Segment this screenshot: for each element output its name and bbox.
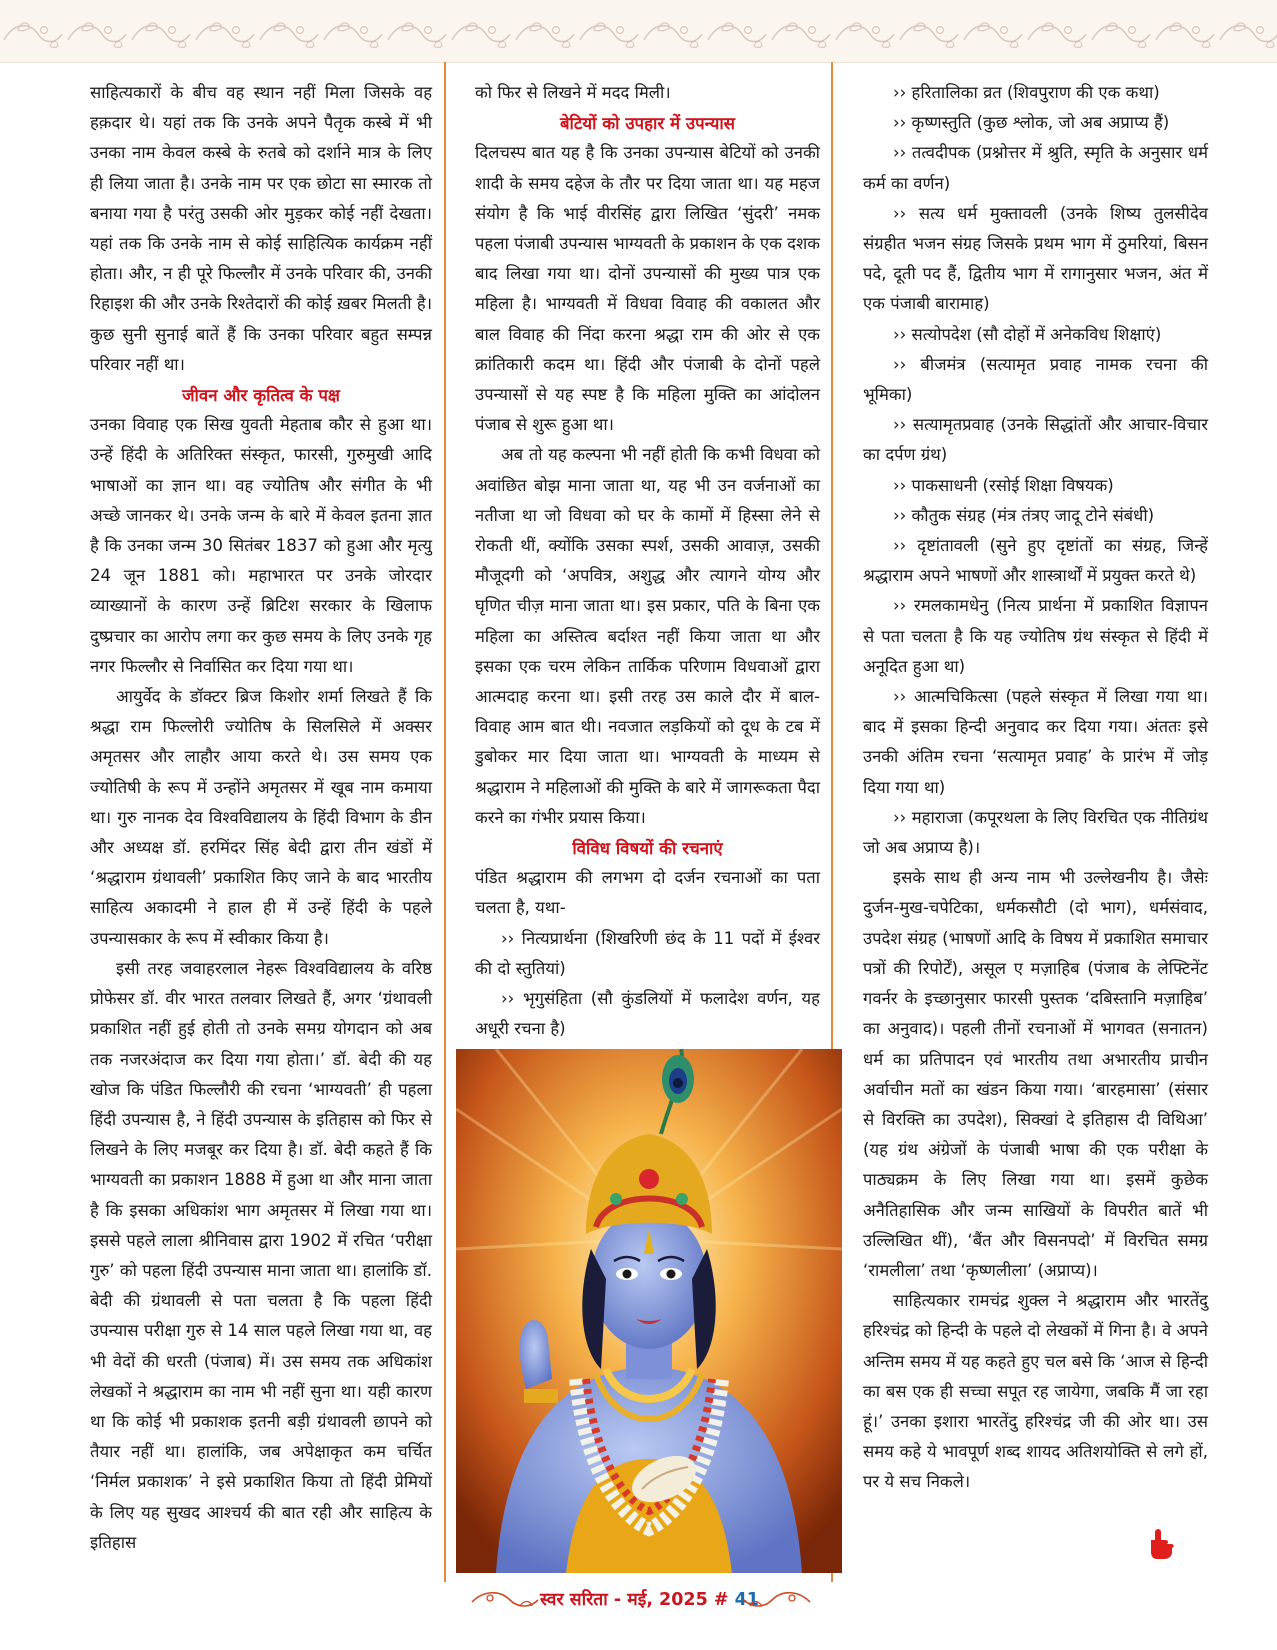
list-item: ›› तत्वदीपक (प्रश्नोत्तर में श्रुति, स्मृति के अनुसार धर्म कर्म का वर्णन) xyxy=(863,143,1208,193)
top-decorative-border xyxy=(0,0,1277,63)
paragraph: पंडित श्रद्धाराम की लगभग दो दर्जन रचनाओं का पता चलता है, यथा- xyxy=(475,868,820,918)
paragraph: दिलचस्प बात यह है कि उनका उपन्यास बेटियों को उनकी शादी के समय दहेज के तौर पर दिया जाता था। यह महज संयोग है कि भाई वीरसिंह द्वारा लिखित ‘सुंदरी’ नमक पहला पंजाबी उपन्यास भाग्यवती के प्रकाशन के एक दशक बाद लिखा गया था। दोनों उपन्यासों की मुख्य पात्र एक महिला है। भाग्यवती में विधवा विवाह की वकालत और बाल विवाह की निंदा करना श्रद्धा राम की ओर से एक क्रांतिकारी कदम था। हिंदी और पंजाबी के दोनों पहले उपन्यासों से यह स्पष्ट है कि महिला मुक्ति का आंदोलन पंजाब से शुरू हुआ था। xyxy=(475,143,820,435)
list-item: ›› रमलकामधेनु (नित्य प्रार्थना में प्रकाशित विज्ञापन से पता चलता है कि यह ज्योतिष ग्रंथ संस्कृत से हिंदी में अनूदित हुआ था) xyxy=(863,596,1208,676)
paragraph: इसके साथ ही अन्य नाम भी उल्लेखनीय है। जैसेः दुर्जन-मुख-चपेटिका, धर्मकसौटी (दो भाग), धर्मसंवाद, उपदेश संग्रह (भाषणों आदि के विषय में प्रकाशित समाचार पत्रों की रिपोर्टें), असूल ए मज़ाहिब (पंजाब के लेफ्टिनेंट गवर्नर के इच्छानुसार फारसी पुस्तक ‘दबिस्तानि मज़ाहिब’ का अनुवाद)। पहली तीनों रचनाओं में भागवत (सनातन) धर्म का प्रतिपादन एवं भारतीय तथा अभारतीय प्राचीन अर्वाचीन मतों का खंडन किया गया। ‘बारहमासा’ (संसार से विरक्ति का उपदेश), सिक्खां दे इतिहास दी विथिआ’ (यह ग्रंथ अंग्रेजों के पंजाबी भाषा की एक परीक्षा के पाठ्यक्रम के लिए लिखा गया था। इसमें कुछेक अनैतिहासिक और जन्म साखियों के विपरीत बातें भी उल्लिखित थीं), ‘बैंत और विसनपदो’ में विरचित समग्र ‘रामलीला’ तथा ‘कृष्णलीला’ (अप्राप्य)। xyxy=(863,868,1208,1280)
article-column-2 xyxy=(475,78,820,1045)
paragraph: साहित्यकारों के बीच वह स्थान नहीं मिला जिसके वह हक़दार थे। यहां तक कि उनके अपने पैतृक कस्बे में भी उनका नाम केवल कस्बे के रुतबे को दर्शाने मात्र के लिए ही लिया जाता है। उनके नाम पर एक छोटा सा स्मारक तो बनाया गया है परंतु उसकी ओर मुड़कर कोई नहीं देखता। यहां तक कि उनके नाम से कोई साहित्यिक कार्यक्रम नहीं होता। और, न ही पूरे फिल्लौर में उनके परिवार की, उनकी रिहाइश की और उनके रिश्तेदारों की कोई ख़बर मिलती है। कुछ सुनी सुनाई बातें हैं कि उनका परिवार बहुत सम्पन्न परिवार नहीं था। xyxy=(90,83,432,374)
floral-border-icon xyxy=(0,0,1277,62)
paragraph: अब तो यह कल्पना भी नहीं होती कि कभी विधवा को अवांछित बोझ माना जाता था, यह भी उन वर्जनाओं का नतीजा था जो विधवा को घर के कामों में हिस्सा लेने से रोकती थीं, क्योंकि उसका स्पर्श, उसकी आवाज़, उसकी मौजूदगी को ‘अपवित्र, अशुद्ध और त्यागने योग्य और घृणित चीज़ माना जाता था। इस प्रकार, पति के बिना एक महिला का अस्तित्व बर्दाश्त नहीं किया जाता था और इसका एक चरम लेकिन तार्किक परिणाम विधवाओं द्वारा आत्मदाह करना था। इसी तरह उस काले दौर में बाल-विवाह आम बात थी। नवजात लड़कियों को दूध के टब में डुबोकर मार दिया जाता था। भाग्यवती के माध्यम से श्रद्धाराम ने महिलाओं की मुक्ति के बारे में जागरूकता पैदा करने का गंभीर प्रयास किया। xyxy=(475,445,820,827)
section-heading: बेटियों को उपहार में उपन्यास xyxy=(559,113,736,134)
paragraph: साहित्यकार रामचंद्र शुक्ल ने श्रद्धाराम और भारतेंदु हरिश्चंद्र को हिन्दी के पहले दो लेखकों में गिना है। वे अपने अन्तिम समय में यह कहते हुए चल बसे कि ‘आज से हिन्दी का बस एक ही सच्चा सपूत रह जायेगा, जबकि मैं जा रहा हूं।’ उनका इशारा भारतेंदु हरिश्चंद्र जी की ओर था। उस समय कहे ये भावपूर्ण शब्द शायद अतिशयोक्ति से लगे हों, पर ये सच निकले। xyxy=(863,1291,1208,1492)
krishna-illustration xyxy=(456,1049,842,1573)
magazine-issue: स्वर सरिता - मई, 2025 # xyxy=(540,1590,735,1610)
paragraph: आयुर्वेद के डॉक्टर ब्रिज किशोर शर्मा लिखते हैं कि श्रद्धा राम फिल्लोरी ज्योतिष के सिलसिले में अक्सर अमृतसर और लाहौर आया करते थे। उस समय एक ज्योतिषी के रूप में उन्होंने अमृतसर में खूब नाम कमाया था। गुरु नानक देव विश्वविद्यालय के हिंदी विभाग के डीन और अध्यक्ष डॉ. हरमिंदर सिंह बेदी द्वारा तीन खंडों में ‘श्रद्धाराम ग्रंथावली’ प्रकाशित किए जाने के बाद भारतीय साहित्य अकादमी ने हाल ही में उन्हें हिंदी के पहले उपन्यासकार के रूप में स्वीकार किया है। xyxy=(90,687,432,948)
list-item: ›› पाकसाधनी (रसोई शिक्षा विषयक) xyxy=(893,475,1114,495)
paragraph: को फिर से लिखने में मदद मिली। xyxy=(475,83,671,102)
list-item: ›› हरितालिका व्रत (शिवपुराण की एक कथा) xyxy=(893,83,1160,102)
pointing-hand-icon xyxy=(1145,1526,1181,1566)
section-heading: जीवन और कृतित्व के पक्ष xyxy=(182,385,340,406)
footer-magazine-label xyxy=(540,1587,759,1611)
page-footer xyxy=(0,1580,1277,1620)
list-item: ›› सत्योपदेश (सौ दोहों में अनेकविध शिक्षाएं) xyxy=(893,324,1162,344)
list-item: ›› सत्य धर्म मुक्तावली (उनके शिष्य तुलसीदेव संग्रहीत भजन संग्रह जिसके प्रथम भाग में ठुमरियां, बिसन पदे, दूती पद हैं, द्वितीय भाग में रागानुसार भजन, अंत में एक पंजाबी बारामाह) xyxy=(863,203,1208,314)
section-heading: विविध विषयों की रचनाएं xyxy=(572,838,723,859)
floral-ornament-icon xyxy=(742,1588,812,1614)
list-item: ›› आत्मचिकित्सा (पहले संस्कृत में लिखा गया था। बाद में इसका हिन्दी अनुवाद कर दिया गया। अंततः इसे उनकी अंतिम रचना ‘सत्यामृत प्रवाह’ के प्रारंभ में जोड़ दिया गया था) xyxy=(863,687,1208,797)
article-column-1 xyxy=(90,78,432,1558)
list-item: ›› महाराजा (कपूरथला के लिए विरचित एक नीतिग्रंथ जो अब अप्राप्य है)। xyxy=(863,807,1208,858)
paragraph: इसी तरह जवाहरलाल नेहरू विश्वविद्यालय के वरिष्ठ प्रोफेसर डॉ. वीर भारत तलवार लिखते हैं, अगर ‘ग्रंथावली प्रकाशित नहीं हुई होती तो उनके समग्र योगदान को अब तक नजरअंदाज कर दिया गया होता।’ डॉ. बेदी की यह खोज कि पंडित फिल्लौरी की रचना ‘भाग्यवती’ ही पहला हिंदी उपन्यास है, ने हिंदी उपन्यास के इतिहास को फिर से लिखने के लिए मजबूर कर दिया है। डॉ. बेदी कहते हैं कि भाग्यवती का प्रकाशन 1888 में हुआ था और माना जाता है कि इसका अधिकांश भाग अमृतसर में लिखा गया था। इससे पहले लाला श्रीनिवास द्वारा 1902 में रचित ‘परीक्षा गुरु’ को पहला हिंदी उपन्यास माना जाता था। हालांकि डॉ. बेदी की ग्रंथावली से पता चलता है कि पहला हिंदी उपन्यास परीक्षा गुरु से 14 साल पहले लिखा गया था, वह भी वेदों की धरती (पंजाब) में। उस समय तक अधिकांश लेखकों ने श्रद्धाराम का नाम भी नहीं सुना था। यही कारण था कि कोई भी प्रकाशक इतनी बड़ी ग्रंथावली छापने को तैयार नहीं था। हालांकि, जब अपेक्षाकृत कम चर्चित ‘निर्मल प्रकाशक’ ने इसे प्रकाशित किया तो हिंदी प्रेमियों के लिए यह सुखद आश्चर्य की बात रही और साहित्य के इतिहास xyxy=(90,958,432,1552)
list-item: ›› दृष्टांतावली (सुने हुए दृष्टांतों का संग्रह, जिन्हें श्रद्धाराम अपने भाषणों और शास्त्रार्थों में प्रयुक्त करते थे) xyxy=(863,536,1208,586)
paragraph: उनका विवाह एक सिख युवती मेहताब कौर से हुआ था। उन्हें हिंदी के अतिरिक्त संस्कृत, फारसी, गुरुमुखी आदि भाषाओं का ज्ञान था। वह ज्योतिष और संगीत के भी अच्छे जानकर थे। उनके जन्म के बारे में केवल इतना ज्ञात है कि उनका जन्म 30 सितंबर 1837 को हुआ और मृत्यु 24 जून 1881 को। महाभारत पर उनके जोरदार व्याख्यानों के कारण उन्हें ब्रिटिश सरकार के खिलाफ दुष्प्रचार का आरोप लगा कर कुछ समय के लिए उनके गृह नगर फिल्लौर से निर्वासित कर दिया गया था। xyxy=(90,415,432,676)
list-item: ›› बीजमंत्र (सत्यामृत प्रवाह नामक रचना की भूमिका) xyxy=(863,354,1208,405)
floral-ornament-icon xyxy=(470,1588,540,1614)
list-item: ›› नित्यप्रार्थना (शिखरिणी छंद के 11 पदों में ईश्वर की दो स्तुतियां) xyxy=(475,928,820,978)
list-item: ›› कौतुक संग्रह (मंत्र तंत्रए जादू टोने संबंधी) xyxy=(893,505,1155,525)
page-number: 41 xyxy=(734,1590,759,1610)
list-item: ›› सत्यामृतप्रवाह (उनके सिद्धांतों और आचार-विचार का दर्पण ग्रंथ) xyxy=(863,415,1208,465)
column-divider xyxy=(444,62,446,1582)
list-item: ›› भृगुसंहिता (सौ कुंडलियों में फलादेश वर्णन, यह अधूरी रचना है) xyxy=(475,989,820,1039)
article-column-3 xyxy=(863,78,1208,1498)
list-item: ›› कृष्णस्तुति (कुछ श्लोक, जो अब अप्राप्य हैं) xyxy=(893,113,1170,133)
